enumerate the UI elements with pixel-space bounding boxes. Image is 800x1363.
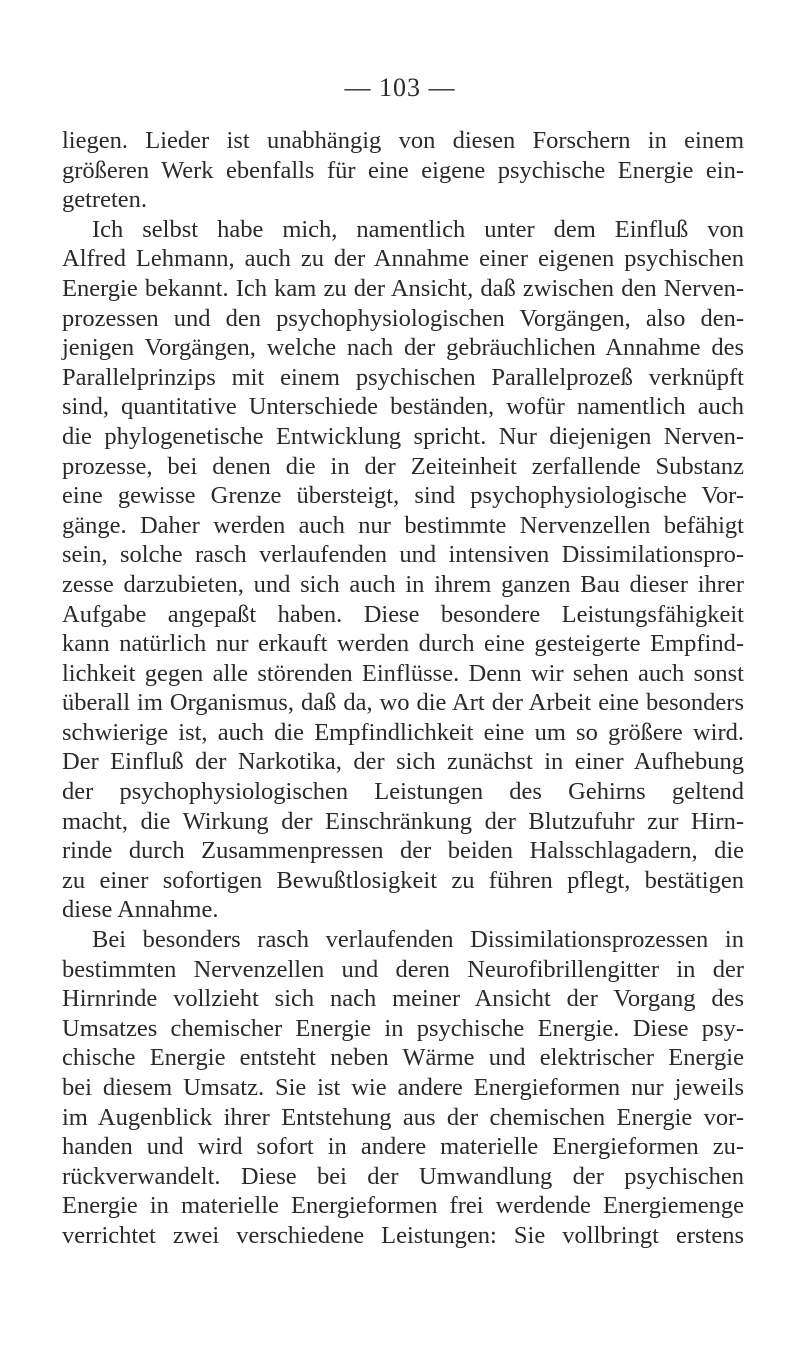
text-line: chische Energie entsteht neben Wärme und elektrischer Energie: [62, 1044, 744, 1072]
text-line: lichkeit gegen alle störenden Einflüsse. Denn wir sehen auch sonst: [62, 659, 744, 687]
text-line: die phylogenetische Entwicklung spricht. Nur diejenigen Nerven-: [62, 422, 744, 450]
text-line: sind, quantitative Unterschiede beständen, wofür namentlich auch: [62, 393, 744, 421]
text-line: gänge. Daher werden auch nur bestimmte Nervenzellen befähigt: [62, 511, 744, 539]
text-line: Hirnrinde vollzieht sich nach meiner Ansicht der Vorgang des: [62, 985, 744, 1013]
text-line: verrichtet zwei verschiedene Leistungen: Sie vollbringt erstens: [62, 1221, 744, 1249]
text-line: eine gewisse Grenze übersteigt, sind psychophysiologische Vor-: [62, 482, 744, 510]
text-line: Ich selbst habe mich, namentlich unter dem Einfluß von: [92, 215, 744, 243]
body-text: [62, 126, 744, 1251]
text-line: handen und wird sofort in andere materielle Energieformen zu-: [62, 1133, 744, 1161]
text-line: Energie in materielle Energieformen frei werdende Energiemenge: [62, 1192, 744, 1220]
page-number: — 103 —: [344, 73, 456, 102]
text-line: diese Annahme.: [62, 896, 219, 924]
text-line: der psychophysiologischen Leistungen des Gehirns geltend: [62, 778, 744, 806]
text-line: zesse darzubieten, und sich auch in ihrem ganzen Bau dieser ihrer: [62, 570, 744, 598]
text-line: sein, solche rasch verlaufenden und intensiven Dissimilationspro-: [62, 541, 744, 569]
text-line: zu einer sofortigen Bewußtlosigkeit zu führen pflegt, bestätigen: [62, 866, 744, 894]
text-line: im Augenblick ihrer Entstehung aus der chemischen Energie vor-: [62, 1103, 744, 1131]
text-line: jenigen Vorgängen, welche nach der gebräuchlichen Annahme des: [62, 334, 744, 362]
text-line: Parallelprinzips mit einem psychischen Parallelprozeß verknüpft: [62, 363, 744, 391]
text-line: rinde durch Zusammenpressen der beiden Halsschlagadern, die: [62, 837, 744, 865]
text-line: kann natürlich nur erkauft werden durch eine gesteigerte Empfind-: [62, 630, 744, 658]
text-line: bei diesem Umsatz. Sie ist wie andere Energieformen nur jeweils: [62, 1074, 744, 1101]
text-line: prozesse, bei denen die in der Zeiteinheit zerfallende Substanz: [62, 452, 744, 480]
text-line: größeren Werk ebenfalls für eine eigene psychische Energie ein-: [62, 156, 744, 184]
text-line: bestimmten Nervenzellen und deren Neurofibrillengitter in der: [62, 955, 744, 983]
text-line: getreten.: [62, 186, 148, 214]
text-line: liegen. Lieder ist unabhängig von diesen Forschern in einem: [62, 127, 744, 154]
text-line: Umsatzes chemischer Energie in psychische Energie. Diese psy-: [62, 1014, 744, 1042]
text-line: rückverwandelt. Diese bei der Umwandlung der psychischen: [62, 1162, 744, 1190]
text-line: überall im Organismus, daß da, wo die Art der Arbeit eine besonders: [62, 689, 744, 717]
text-line: Bei besonders rasch verlaufenden Dissimilationsprozessen in: [92, 926, 744, 954]
text-line: Alfred Lehmann, auch zu der Annahme einer eigenen psychischen: [62, 245, 744, 273]
text-line: prozessen und den psychophysiologischen Vorgängen, also den-: [62, 304, 744, 332]
text-line: macht, die Wirkung der Einschränkung der Blutzufuhr zur Hirn-: [62, 807, 744, 835]
text-line: Der Einfluß der Narkotika, der sich zunächst in einer Aufhebung: [62, 748, 744, 776]
text-line: Aufgabe angepaßt haben. Diese besondere Leistungsfähigkeit: [62, 600, 744, 628]
text-line: Energie bekannt. Ich kam zu der Ansicht, daß zwischen den Nerven-: [62, 274, 744, 302]
text-line: schwierige ist, auch die Empfindlichkeit eine um so größere wird.: [62, 718, 744, 746]
